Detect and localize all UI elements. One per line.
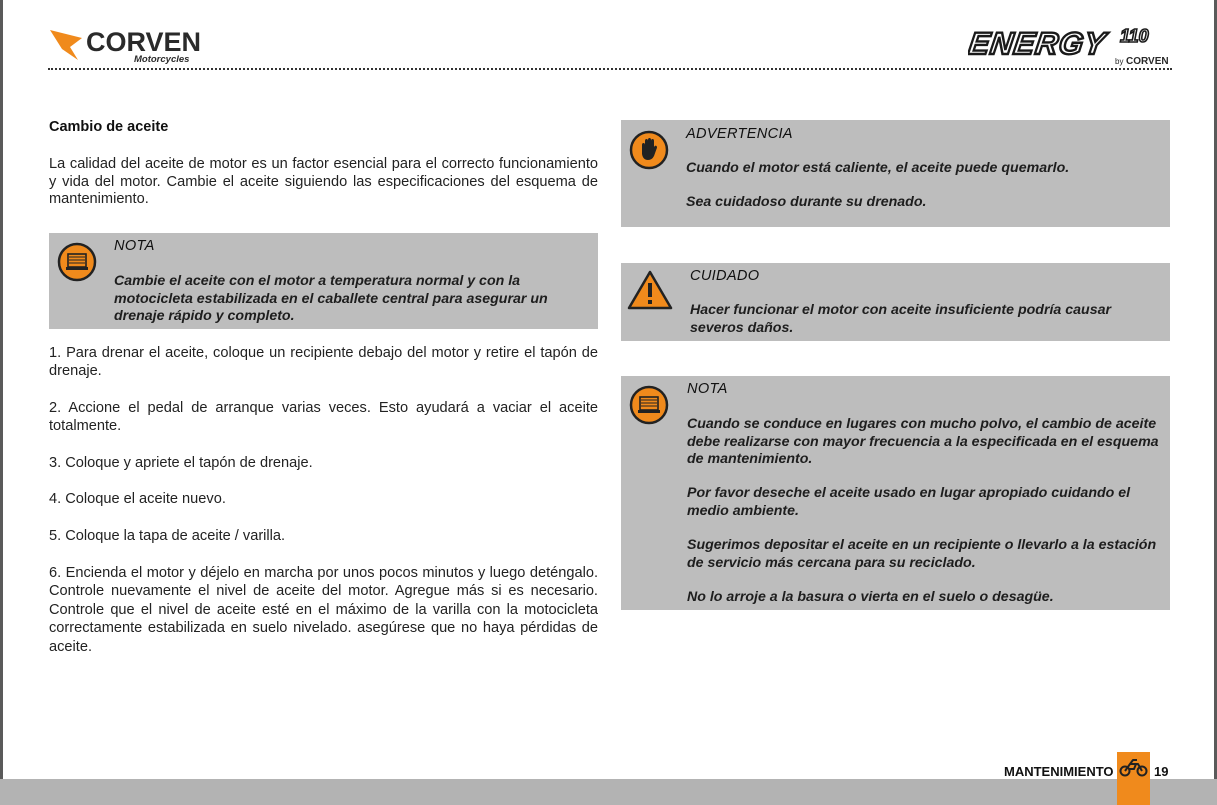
- intro-paragraph: La calidad del aceite de motor es un factor esencial para el correcto funcionamiento y vida del motor. Cambie el aceite siguiendo las especificaciones del esquema de mantenimiento.: [49, 156, 598, 208]
- caution-heading: CUIDADO: [690, 268, 760, 284]
- step-4: 4. Coloque el aceite nuevo.: [49, 491, 226, 507]
- energy-model-number: 110: [1120, 26, 1149, 46]
- page-number: 19: [1154, 764, 1169, 779]
- note-box-right: [621, 376, 1170, 610]
- page-left-border: [0, 0, 3, 805]
- header-dotted-rule: [48, 68, 1172, 70]
- bottom-gray-band: [0, 779, 1217, 805]
- corven-logo: [48, 20, 208, 66]
- step-2: 2. Accione el pedal de arranque varias veces. Esto ayudará a vaciar el aceite totalmente.: [49, 400, 598, 435]
- corven-brand-text: CORVEN: [86, 27, 202, 57]
- warning-line-2: Sea cuidadoso durante su drenado.: [686, 194, 927, 210]
- energy-by-text: by: [1115, 57, 1124, 66]
- note-right-paragraph-4: No lo arroje a la basura o vierta en el suelo o desagüe.: [687, 589, 1054, 605]
- step-1: 1. Para drenar el aceite, coloque un recipiente debajo del motor y retire el tapón de drenaje.: [49, 345, 598, 380]
- footer-section-label: MANTENIMIENTO: [1004, 764, 1114, 779]
- caution-box: [621, 263, 1170, 341]
- step-5: 5. Coloque la tapa de aceite / varilla.: [49, 528, 286, 544]
- note-heading-right: NOTA: [687, 381, 728, 397]
- note-right-paragraph-3: Sugerimos depositar el aceite en un recipiente o llevarlo a la estación de servicio más cercana para su reciclado.: [687, 537, 1157, 571]
- section-title: Cambio de aceite: [49, 119, 169, 135]
- note-box-left: [49, 233, 598, 329]
- warning-box: [621, 120, 1170, 227]
- warning-triangle-icon: [627, 269, 673, 311]
- corven-sub-text: Motorcycles: [134, 54, 190, 65]
- energy-110-logo: [968, 22, 1174, 68]
- energy-by-brand: CORVEN: [1126, 56, 1169, 67]
- energy-model-text: ENERGY: [968, 26, 1109, 61]
- note-icon-right: [629, 385, 669, 425]
- warning-heading: ADVERTENCIA: [686, 126, 793, 142]
- note-text-left: Cambie el aceite con el motor a temperatura normal y con la motocicleta estabilizada en el caballete central para asegurar un drenaje rápido y completo.: [114, 273, 548, 324]
- motorcycle-icon: [1119, 757, 1148, 777]
- corven-logo-icon: [50, 30, 82, 60]
- step-6: 6. Encienda el motor y déjelo en marcha por unos pocos minutos y luego deténgalo. Controle nuevamente el nivel de aceite del motor. Agregue más si es necesario. Controle que el nivel de aceite esté en el máximo de la varilla con la motocicleta correctamente estabilizada en suelo nivelado. asegúrese que no haya pérdidas de aceite.: [49, 565, 598, 655]
- note-heading-left: NOTA: [114, 238, 155, 254]
- hand-stop-icon: [629, 130, 669, 170]
- warning-line-1: Cuando el motor está caliente, el aceite puede quemarlo.: [686, 160, 1070, 176]
- note-icon: [57, 242, 97, 282]
- note-right-paragraph-1: Cuando se conduce en lugares con mucho polvo, el cambio de aceite debe realizarse con mayor frecuencia a la especificada en el esquema de mantenimiento.: [687, 416, 1159, 467]
- step-3: 3. Coloque y apriete el tapón de drenaje.: [49, 455, 313, 471]
- note-right-paragraph-2: Por favor deseche el aceite usado en lugar apropiado cuidando el medio ambiente.: [687, 485, 1131, 519]
- footer-orange-tab: [1117, 752, 1150, 805]
- caution-text: Hacer funcionar el motor con aceite insuficiente podría causar severos daños.: [690, 302, 1112, 336]
